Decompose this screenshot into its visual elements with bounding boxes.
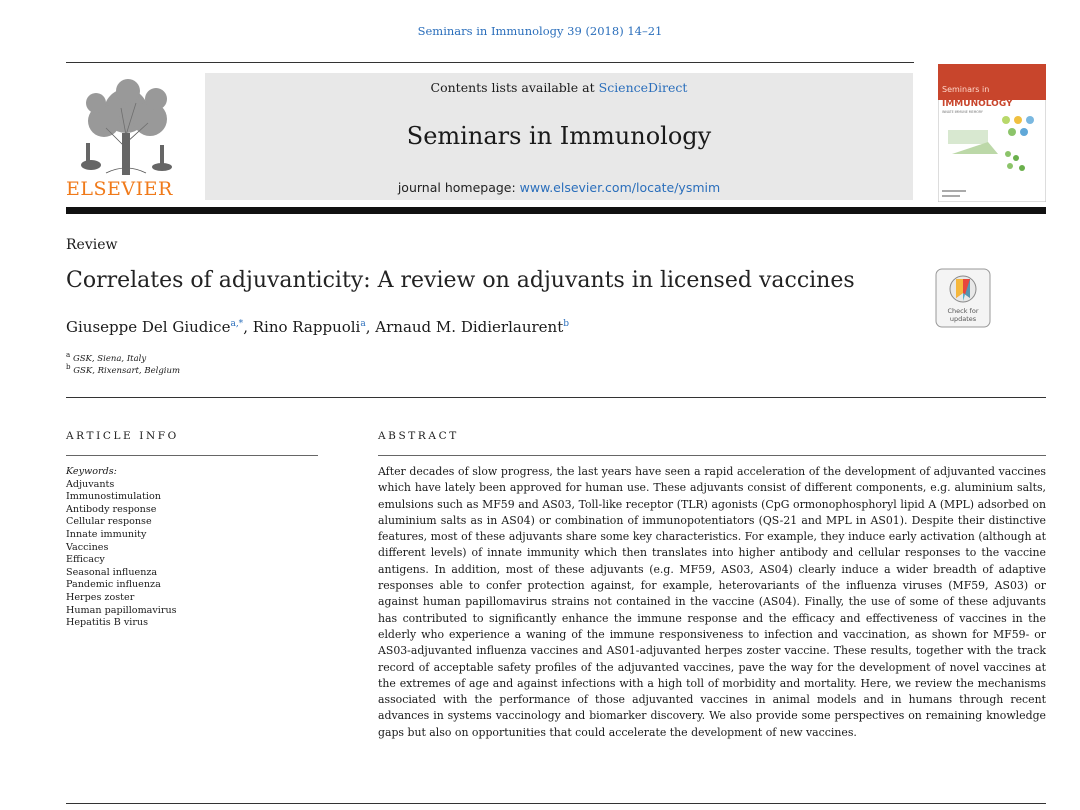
contents-prefix: Contents lists available at bbox=[430, 80, 599, 95]
check-for-updates-badge[interactable] bbox=[935, 268, 991, 328]
keyword-item: Human papillomavirus bbox=[66, 604, 177, 616]
homepage-link[interactable]: www.elsevier.com/locate/ysmim bbox=[519, 180, 721, 195]
article-info-rule bbox=[66, 455, 318, 456]
sciencedirect-link[interactable]: ScienceDirect bbox=[598, 80, 688, 95]
article-title: Correlates of adjuvanticity: A review on adjuvants in licensed vaccines bbox=[66, 268, 855, 293]
author-affil-sup[interactable]: b bbox=[563, 319, 569, 329]
cover-top-text: Seminars in bbox=[942, 85, 990, 94]
journal-cover-thumbnail[interactable] bbox=[938, 64, 1046, 202]
affiliation bbox=[66, 362, 180, 376]
affiliation-text: GSK, Rixensart, Belgium bbox=[73, 365, 181, 376]
publisher-name: ELSEVIER bbox=[66, 178, 173, 200]
header-rule bbox=[66, 62, 914, 63]
author-list bbox=[66, 318, 569, 336]
footer-rule bbox=[66, 803, 1046, 804]
homepage-line bbox=[205, 180, 913, 195]
section-rule bbox=[66, 397, 1046, 398]
article-type: Review bbox=[66, 237, 118, 253]
affiliation-sup: b bbox=[66, 362, 71, 371]
author-name[interactable]: Arnaud M. Didierlaurent bbox=[375, 318, 564, 336]
keyword-item: Efficacy bbox=[66, 554, 105, 566]
keyword-item: Antibody response bbox=[66, 503, 157, 515]
author-separator: , bbox=[243, 318, 253, 336]
affiliation-sup: a bbox=[66, 350, 71, 359]
keywords-list bbox=[66, 466, 326, 630]
crossmark-label-2: updates bbox=[949, 315, 977, 323]
keyword-item: Hepatitis B virus bbox=[66, 617, 149, 629]
keyword-item: Adjuvants bbox=[66, 478, 115, 490]
author-affil-sup[interactable]: a bbox=[360, 319, 366, 329]
article-info-heading: ARTICLE INFO bbox=[66, 430, 179, 442]
journal-citation[interactable]: Seminars in Immunology 39 (2018) 14–21 bbox=[417, 24, 663, 38]
author-affil-sup[interactable]: a,* bbox=[230, 319, 244, 329]
keyword-item: Pandemic influenza bbox=[66, 579, 161, 591]
contents-line bbox=[205, 80, 913, 95]
keyword-item: Vaccines bbox=[66, 541, 109, 553]
abstract-text: After decades of slow progress, the last years have seen a rapid acceleration of the development of adjuvanted vaccines which have lately been approved for human use. These adjuvants consist of different components, e.g. aluminium salts, emulsions such as MF59 and AS03, Toll-like receptor (TLR) agonists (CpG ormonophosphoryl lipid A (MPL) adsorbed on aluminium salts as in AS04) or combination of immunopotentiators (QS-21 and MPL in AS01). Despite their distinctive features, most of these adjuvants share some key characteristics. For example, they induce early activation (although at different levels) of innate immunity which then translates into higher antibody and cellular responses to the vaccine antigens. In addition, most of these adjuvants (e.g. MF59, AS03, AS04) clearly induce a wider breadth of adaptive responses able to confer protection against, for example, heterovariants of the influenza viruses (MF59, AS03) or against human papillomavirus strains not contained in the vaccine (AS04). Finally, the use of some of these adjuvants has contributed to significantly enhance the immune response and the efficacy and effectiveness of vaccines in the elderly who experience a waning of the immune responsiveness to infection and vaccination, as shown for MF59- or AS03-adjuvanted influenza vaccines and AS01-adjuvanted herpes zoster vaccine. These results, together with the track record of acceptable safety profiles of the adjuvanted vaccines, pave the way for the development of novel vaccines at the extremes of age and against infections with a high toll of morbidity and mortality. Here, we review the mechanisms associated with the performance of those adjuvanted vaccines in animal models and in humans through recent advances in systems vaccinology and biomarker discovery. We also provide some perspectives on remaining knowledge gaps but also on opportunities that could accelerate the development of new vaccines. bbox=[378, 465, 1046, 739]
author-name[interactable]: Giuseppe Del Giudice bbox=[66, 318, 231, 336]
journal-title: Seminars in Immunology bbox=[406, 122, 712, 150]
author-separator: , bbox=[365, 318, 376, 336]
cover-subtitle-text: INNATE IMMUNE MEMORY bbox=[942, 110, 983, 114]
homepage-prefix: journal homepage: bbox=[397, 180, 520, 195]
keyword-item: Innate immunity bbox=[66, 528, 147, 540]
keyword-item: Herpes zoster bbox=[66, 591, 135, 603]
keywords-label: Keywords: bbox=[66, 466, 117, 477]
keyword-item: Immunostimulation bbox=[66, 491, 161, 503]
keyword-item: Seasonal influenza bbox=[66, 566, 158, 578]
author-name[interactable]: Rino Rappuoli bbox=[252, 318, 361, 336]
abstract-heading: ABSTRACT bbox=[378, 430, 459, 442]
cover-title-text: IMMUNOLOGY bbox=[942, 99, 1013, 109]
affiliation-text: GSK, Siena, Italy bbox=[72, 353, 147, 364]
masthead-thick-rule bbox=[66, 207, 1046, 214]
abstract-rule bbox=[378, 455, 1046, 456]
keyword-item: Cellular response bbox=[66, 516, 152, 528]
crossmark-label-1: Check for bbox=[947, 307, 979, 315]
